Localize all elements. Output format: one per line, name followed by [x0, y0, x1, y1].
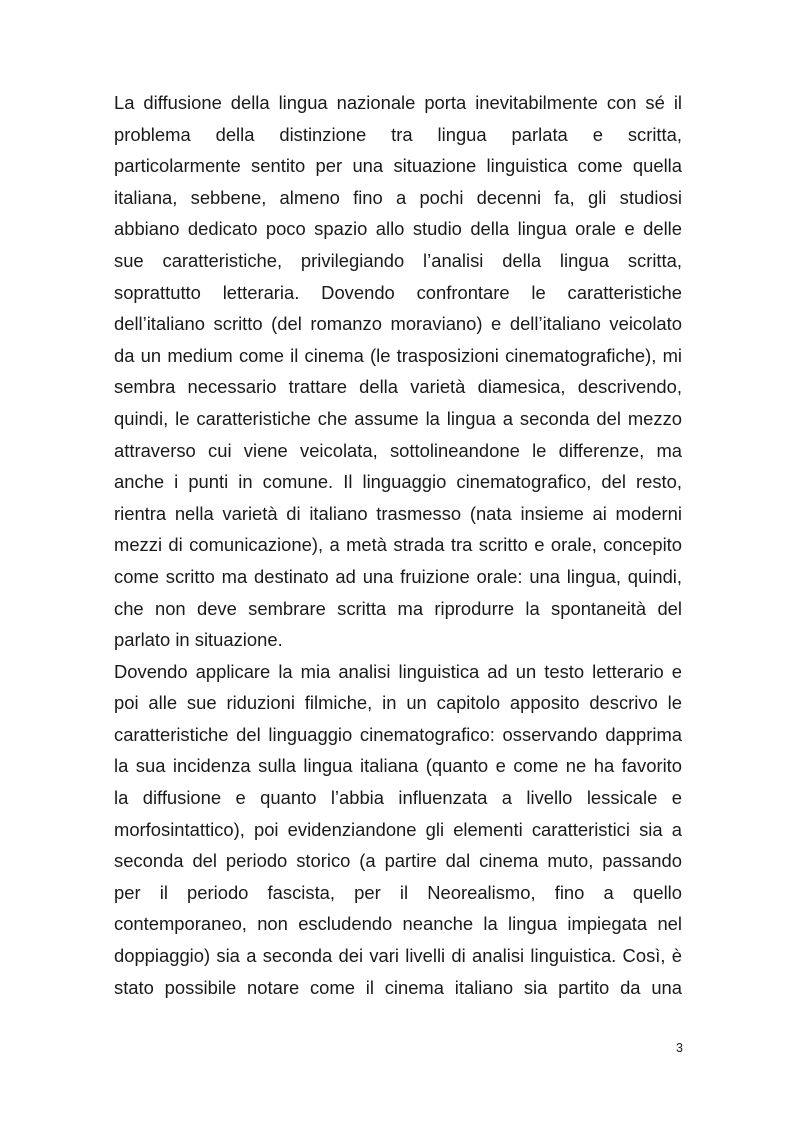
text-line: italiana, sebbene, almeno fino a pochi decenni fa, gli studiosi — [114, 186, 682, 208]
text-line: anche i punti in comune. Il linguaggio cinematografico, del resto, — [114, 471, 682, 493]
text-line: da un medium come il cinema (le trasposizioni cinematografiche), mi — [114, 344, 682, 366]
text-line: che non deve sembrare scritta ma riprodurre la spontaneità del — [114, 597, 682, 619]
text-line: la sua incidenza sulla lingua italiana (quanto e come ne ha favorito — [114, 755, 682, 777]
text-line: rientra nella varietà di italiano trasmesso (nata insieme ai moderni — [114, 502, 682, 524]
text-line: attraverso cui viene veicolata, sottolineandone le differenze, ma — [114, 439, 682, 461]
page-number: 3 — [676, 1041, 683, 1055]
text-line: poi alle sue riduzioni filmiche, in un capitolo apposito descrivo le — [114, 692, 682, 714]
text-line: doppiaggio) sia a seconda dei vari livelli di analisi linguistica. Così, è — [114, 945, 682, 967]
text-line: mezzi di comunicazione), a metà strada tra scritto e orale, concepito — [114, 534, 682, 556]
text-line: abbiano dedicato poco spazio allo studio della lingua orale e delle — [114, 218, 682, 240]
text-line: per il periodo fascista, per il Neorealismo, fino a quello — [114, 881, 682, 903]
text-line: Dovendo applicare la mia analisi linguistica ad un testo letterario e — [114, 660, 682, 682]
text-line: come scritto ma destinato ad una fruizione orale: una lingua, quindi, — [114, 565, 682, 587]
body-text — [114, 87, 682, 1003]
text-line: La diffusione della lingua nazionale porta inevitabilmente con sé il — [114, 92, 682, 113]
text-line: quindi, le caratteristiche che assume la lingua a seconda del mezzo — [114, 407, 682, 429]
text-line: contemporaneo, non escludendo neanche la lingua impiegata nel — [114, 913, 682, 935]
text-line: problema della distinzione tra lingua parlata e scritta, — [114, 123, 682, 145]
text-line: soprattutto letteraria. Dovendo confrontare le caratteristiche — [114, 281, 682, 303]
text-line: caratteristiche del linguaggio cinematografico: osservando dapprima — [114, 723, 682, 745]
paragraph-end-line: parlato in situazione. — [114, 629, 283, 651]
text-line: dell’italiano scritto (del romanzo moraviano) e dell’italiano veicolato — [114, 313, 682, 335]
text-line: sue caratteristiche, privilegiando l’analisi della lingua scritta, — [114, 249, 682, 271]
text-line: morfosintattico), poi evidenziandone gli elementi caratteristici sia a — [114, 818, 682, 840]
text-line: seconda del periodo storico (a partire dal cinema muto, passando — [114, 850, 682, 872]
text-line: la diffusione e quanto l’abbia influenzata a livello lessicale e — [114, 787, 682, 809]
text-line: sembra necessario trattare della varietà diamesica, descrivendo, — [114, 376, 682, 398]
text-line: particolarmente sentito per una situazione linguistica come quella — [114, 155, 682, 177]
text-line: stato possibile notare come il cinema italiano sia partito da una — [114, 976, 682, 998]
